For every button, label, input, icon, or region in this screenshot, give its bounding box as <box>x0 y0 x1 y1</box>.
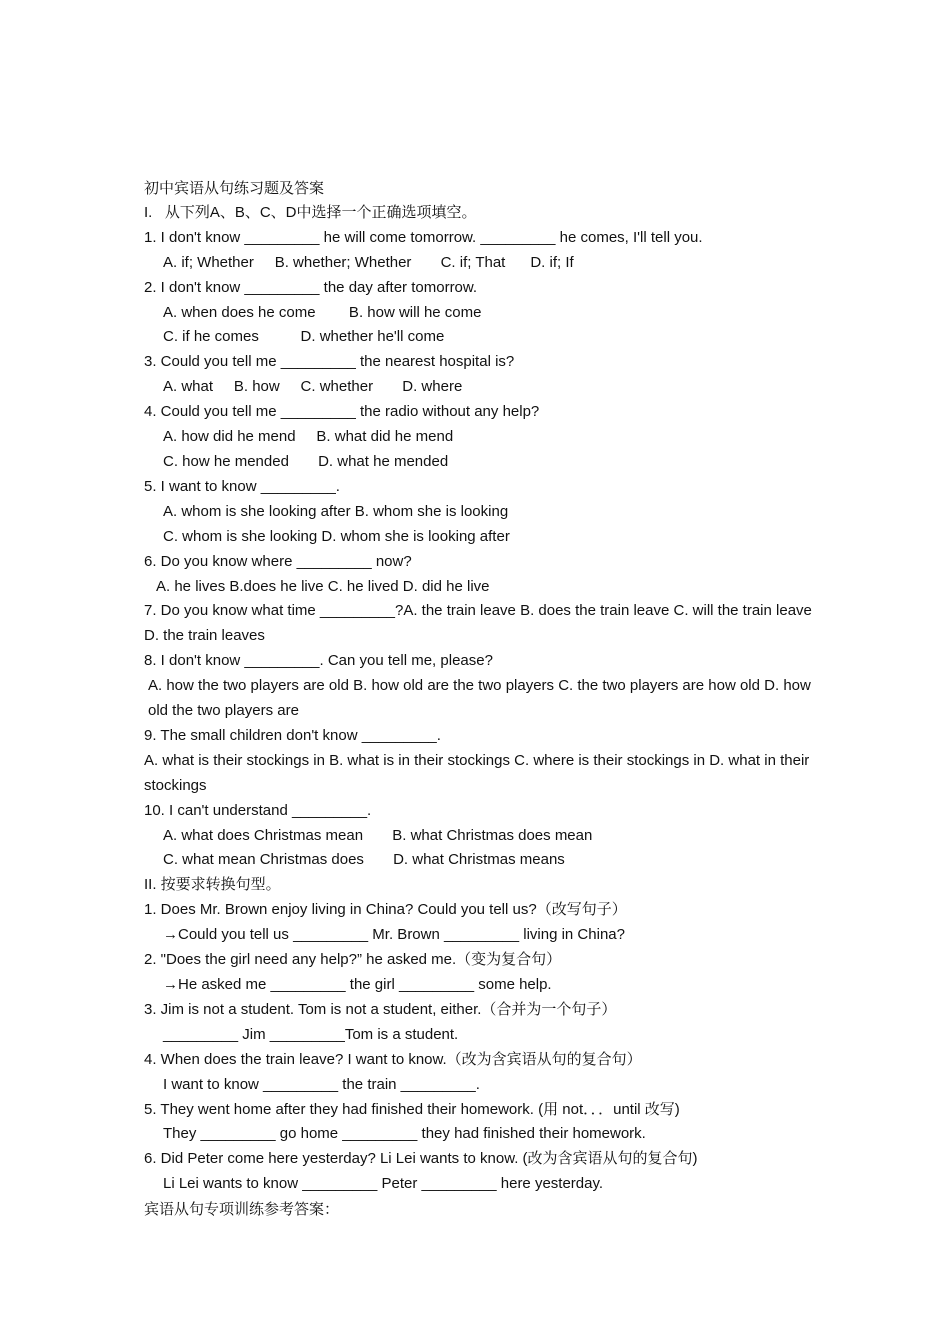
transform-4-answer-line: I want to know _________ the train _________. <box>163 1075 480 1093</box>
transform-1-question: 1. Does Mr. Brown enjoy living in China? Could you tell us?（改写句子） <box>144 901 627 919</box>
question-2: 2. I don't know _________ the day after tomorrow. <box>144 278 478 296</box>
transform-2-answer-line: →He asked me _________ the girl _________ some help. <box>163 976 552 993</box>
section2-heading: II. 按要求转换句型。 <box>144 876 281 894</box>
transform-2-question: 2. "Does the girl need any help?” he asked me.（变为复合句） <box>144 951 562 969</box>
question-6-options: A. he lives B.does he live C. he lived D. did he live <box>156 577 490 595</box>
question-7: 7. Do you know what time _________?A. the train leave B. does the train leave C. will the train leave D. the train leaves <box>144 602 812 645</box>
question-5-options-cd: C. whom is she looking D. whom she is looking after <box>163 527 510 545</box>
transform-4-question: 4. When does the train leave? I want to know.（改为含宾语从句的复合句） <box>144 1050 642 1068</box>
question-8: 8. I don't know _________. Can you tell me, please? <box>144 652 493 670</box>
transform-5-question: 5. They went home after they had finished their homework. (用 not．．．until 改写) <box>144 1100 680 1118</box>
question-6: 6. Do you know where _________ now? <box>144 552 412 570</box>
question-5: 5. I want to know _________. <box>144 477 340 495</box>
question-8-options: A. how the two players are old B. how old are the two players C. the two players are how old D. how old the two players are <box>148 677 811 720</box>
question-5-options-ab: A. whom is she looking after B. whom she is looking <box>163 502 509 520</box>
transform-3-answer-line: _________ Jim _________Tom is a student. <box>163 1025 459 1043</box>
question-2-options-ab: A. when does he come B. how will he come <box>163 303 482 321</box>
document-page <box>144 176 816 1222</box>
transform-3-question: 3. Jim is not a student. Tom is not a student, either.（合并为一个句子） <box>144 1000 617 1018</box>
document-title: 初中宾语从句练习题及答案 <box>144 179 325 197</box>
question-4: 4. Could you tell me _________ the radio without any help? <box>144 403 540 421</box>
question-9: 9. The small children don't know _________. <box>144 726 441 744</box>
section1-heading: I. 从下列A、B、C、D中选择一个正确选项填空。 <box>144 203 477 221</box>
transform-5-answer-line: They _________ go home _________ they had finished their homework. <box>163 1125 646 1143</box>
question-3: 3. Could you tell me _________ the nearest hospital is? <box>144 353 515 371</box>
question-10: 10. I can't understand _________. <box>144 801 372 819</box>
answers-heading: 宾语从句专项训练参考答案： <box>144 1200 340 1219</box>
question-9-options: A. what is their stockings in B. what is in their stockings C. where is their stockings in D. what in their stockings <box>144 751 810 794</box>
question-10-options-ab: A. what does Christmas mean B. what Christmas does mean <box>163 826 593 844</box>
question-2-options-cd: C. if he comes D. whether he'll come <box>163 328 445 346</box>
question-3-options: A. what B. how C. whether D. where <box>163 378 463 396</box>
transform-6-question: 6. Did Peter come here yesterday? Li Lei wants to know. (改为含宾语从句的复合句) <box>144 1150 698 1168</box>
transform-1-answer-line: →Could you tell us _________ Mr. Brown _________ living in China? <box>163 926 625 944</box>
transform-6-answer-line: Li Lei wants to know _________ Peter _________ here yesterday. <box>163 1175 604 1193</box>
question-1: 1. I don't know _________ he will come tomorrow. _________ he comes, I'll tell you. <box>144 228 703 246</box>
question-4-options-cd: C. how he mended D. what he mended <box>163 452 449 470</box>
question-4-options-ab: A. how did he mend B. what did he mend <box>163 428 454 446</box>
question-10-options-cd: C. what mean Christmas does D. what Christmas means <box>163 851 565 869</box>
question-1-options: A. if; Whether B. whether; Whether C. if; That D. if; If <box>163 253 574 271</box>
